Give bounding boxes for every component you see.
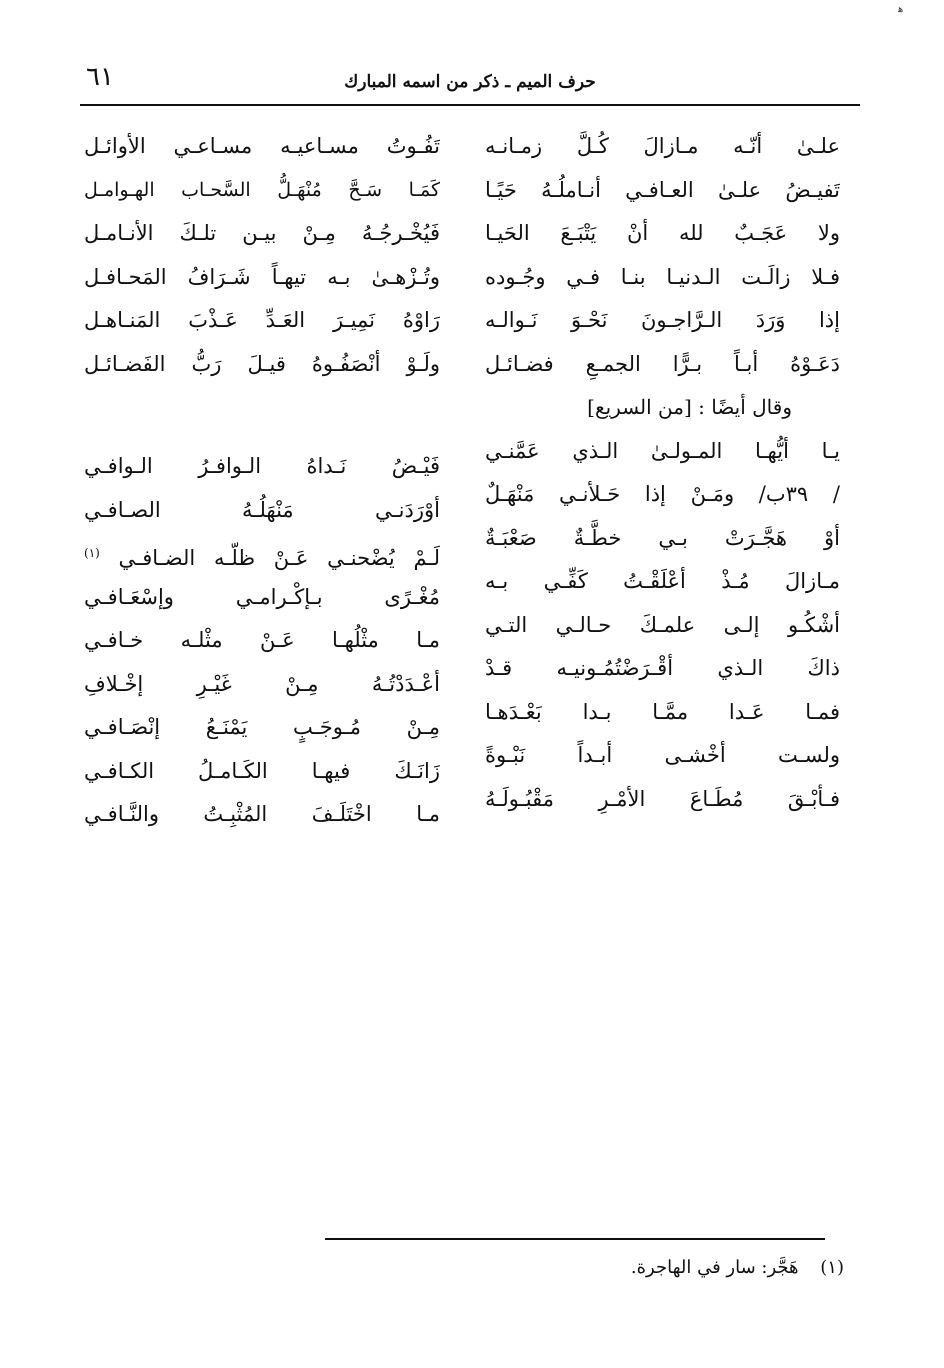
running-title: حرف الميم ـ ذكر من اسمه المبارك bbox=[344, 72, 596, 92]
corner-mark: ﻫ bbox=[898, 4, 904, 15]
verse-hemistich: كَمَـا سَـحَّ مُنْهَـلُّ السَّحـاب الهـوامـل bbox=[84, 178, 440, 201]
verse-hemistich: فَيُخْـرجُـهُ مِـنْ بيـن تلـكَ الأنـامـل bbox=[84, 221, 440, 245]
verse-hemistich: تَفيـضُ علـىٰ العـافـي أنـاملُـهُ حَيًـا bbox=[485, 177, 840, 202]
verse-hemistich: ذاكَ الـذي أقْـرَضْتُمُـونيـه قـدْ bbox=[485, 656, 840, 680]
poem-intro: وقال أيضًا : [من السريع] bbox=[587, 395, 792, 419]
footnote-number: (١) bbox=[820, 1257, 844, 1278]
verse-hemistich-with-note bbox=[84, 532, 440, 576]
footnote bbox=[631, 1257, 844, 1278]
verse-hemistich: إذا وَرَدَ الـرَّاجـونَ نَحْـوَ نَـوالـه bbox=[485, 308, 840, 332]
verse-hemistich: أوْ هَجَّـرَتْ بـي خطَّـةٌ صَعْبَـةٌ bbox=[485, 525, 840, 550]
footnote-rule bbox=[325, 1238, 825, 1240]
footnote-text: هَجَّر: سار في الهاجرة. bbox=[630, 1257, 799, 1278]
verse-hemistich: يـا أيُّهـا المـولـىٰ الـذي عَمَّنـي bbox=[485, 438, 840, 463]
poem1-right-column bbox=[485, 125, 840, 821]
page-header bbox=[80, 58, 860, 102]
verse-hemistich: فـلا زالَـت الـدنيـا بنـا فـي وجُـوده bbox=[485, 264, 840, 289]
verse-hemistich: أوْرَدَنـي مَنْهَلُـهُ الصـافـي bbox=[84, 497, 440, 522]
verse-hemistich: فـأبْـقَ مُطَـاعَ الأمْـرِ مَقْبُـولَـهُ bbox=[485, 786, 840, 811]
footnote-marker[interactable]: (١) bbox=[84, 546, 100, 560]
verse-hemistich: مِـنْ مُـوجَـبٍ يَمْنَـعُ إنْصَـافـي bbox=[84, 715, 440, 739]
verse-hemistich: فمـا عَـدا ممَّـا بـدا بَعْـدَهـا bbox=[485, 699, 840, 724]
verse-hemistich: مُغْـرًى بـإكْـرامـي وإسْعَـافـي bbox=[84, 584, 440, 609]
verse-hemistich: تَفُـوتُ مسـاعيـه مسـاعـي الأوائـل bbox=[84, 134, 440, 158]
verse-hemistich: ولا عَجَـبٌ لله أنْ يَتْبَـعَ الحَيـا bbox=[485, 221, 840, 245]
poem1-left-column bbox=[84, 125, 440, 386]
verse-hemistich: ولَـوْ أنْصَفُـوهُ قيـلَ رَبُّ الفَضـائـل bbox=[84, 351, 440, 376]
verse-hemistich: أعْـدَدْتُـهُ مِـنْ غَيْـرِ إخْـلافِ bbox=[84, 671, 440, 696]
page-number: ٦١ bbox=[86, 62, 114, 92]
verse-hemistich: علـىٰ أنّـه مـازالَ كُـلَّ زمـانـه bbox=[485, 134, 840, 158]
verse-hemistich: لَـمْ يُضْحنـي عَـنْ ظلّـه الضـافـي bbox=[118, 546, 440, 570]
verse-hemistich: مـازالَ مُـذْ أعْلَقْـتُ كَفِّـي بـه bbox=[485, 569, 840, 593]
verse-hemistich: دَعَـوْهُ أبـاً بـرًّا الجمـعِ فضـائـل bbox=[485, 351, 840, 376]
poem2-left-column bbox=[84, 445, 440, 837]
verse-hemistich: أشْكُـو إلـى علمـكَ حـالـي التـي bbox=[485, 612, 840, 637]
verse-hemistich: مـا اخْتَلَـفَ المُثْبِـتُ والنَّـافـي bbox=[84, 802, 440, 826]
verse-hemistich: فَيْـضُ نَـداهُ الـوافـرُ الـوافـي bbox=[84, 454, 440, 478]
verse-hemistich: مـا مثْلُهـا عَـنْ مثْلـه خـافـي bbox=[84, 628, 440, 652]
verse-hemistich: زَانَـكَ فيهـا الكَـامـلُ الكـافـي bbox=[84, 758, 440, 783]
verse-hemistich: وتُـزْهـىٰ بـه تيهـاً شَـرَافُ المَحـافـل bbox=[84, 264, 440, 289]
header-rule bbox=[80, 104, 860, 106]
verse-hemistich: / ٣٩ب/ ومَـنْ إذا حَـلأنـي مَنْهَـلٌ bbox=[485, 482, 840, 506]
verse-hemistich: ولسـت أخْشـى أبـداً نَبْـوةً bbox=[485, 743, 840, 767]
verse-hemistich: رَاوْهُ نَمِيـرَ العَـدِّ عَـذْبَ المَنـاهـل bbox=[84, 308, 440, 332]
